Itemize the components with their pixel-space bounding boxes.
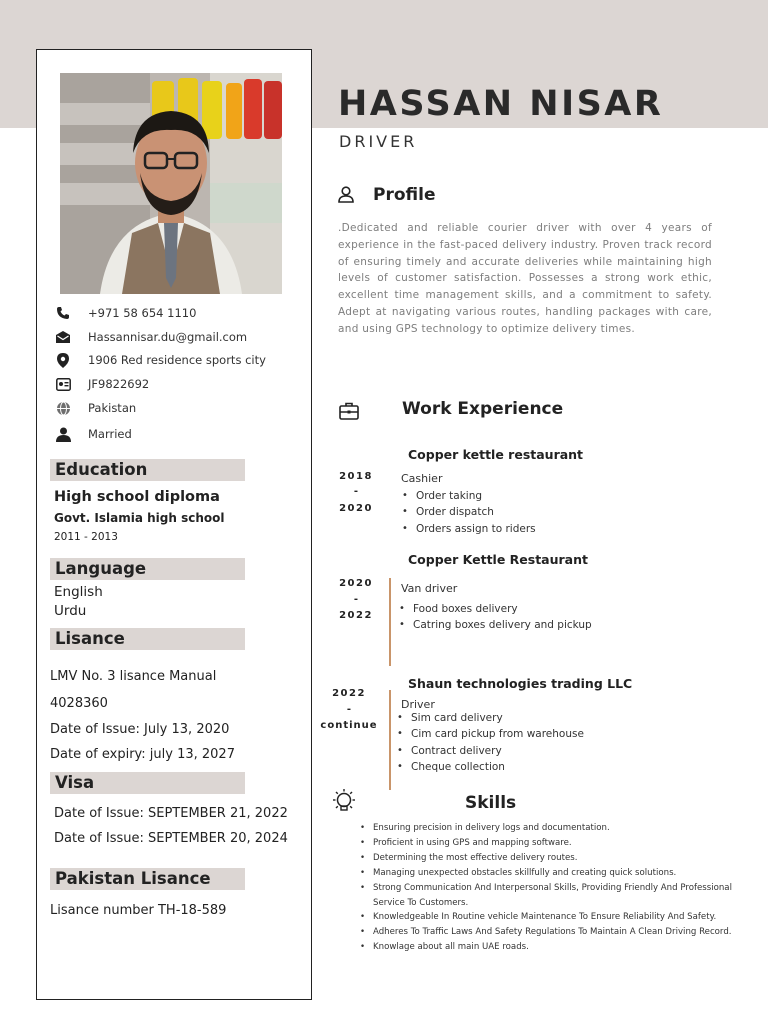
job-duty: • Orders assign to riders [402, 521, 536, 537]
job-duty: • Food boxes delivery [399, 601, 592, 617]
visa-issue-date: Date of Issue: SEPTEMBER 20, 2024 [54, 831, 288, 846]
timeline-line [389, 578, 391, 666]
timeline-line [389, 690, 391, 790]
id-text: JF9822692 [88, 377, 150, 391]
job-title: Cashier [401, 472, 443, 485]
person-icon [54, 425, 72, 443]
pakistan-license-heading: Pakistan Lisance [50, 868, 245, 890]
job-title: Driver [401, 698, 435, 711]
skills-heading: Skills [465, 793, 517, 813]
skill-item: • Knowlage about all main UAE roads. [360, 940, 752, 955]
contact-email [54, 327, 247, 347]
job-duty: • Cim card pickup from warehouse [397, 726, 584, 742]
job-year-separator: - [353, 594, 359, 605]
skill-item: • Strong Communication And Interpersonal Skills, Providing Friendly And Professional Service To Customers. [360, 881, 752, 911]
language-heading: Language [50, 558, 245, 580]
job-end-year: 2020 [339, 503, 373, 514]
language-item: Urdu [54, 603, 87, 619]
contact-country [54, 398, 136, 418]
job-duties [402, 488, 536, 537]
profile-photo [60, 73, 282, 294]
job-duty: • Sim card delivery [397, 710, 584, 726]
phone-icon [54, 304, 72, 322]
location-pin-icon [54, 351, 72, 369]
visa-heading: Visa [50, 772, 245, 794]
briefcase-icon [339, 402, 359, 420]
license-issue-date: Date of Issue: July 13, 2020 [50, 722, 230, 737]
id-card-icon [54, 375, 72, 393]
person-outline-icon [338, 186, 354, 203]
job-duty: • Contract delivery [397, 743, 584, 759]
skill-item: • Ensuring precision in delivery logs and documentation. [360, 821, 752, 836]
skill-item: • Knowledgeable In Routine vehicle Maintenance To Ensure Reliability And Safety. [360, 910, 752, 925]
job-duty: • Order taking [402, 488, 536, 504]
profile-heading: Profile [373, 185, 436, 205]
contact-id [54, 374, 149, 394]
job-end-year: 2022 [339, 610, 373, 621]
job-duties [397, 710, 584, 776]
education-heading: Education [50, 459, 245, 481]
country-text: Pakistan [88, 401, 137, 415]
job-company: Shaun technologies trading LLC [408, 676, 633, 691]
job-start-year: 2020 [339, 578, 373, 589]
skill-item: • Proficient in using GPS and mapping software. [360, 836, 752, 851]
work-experience-heading: Work Experience [402, 399, 564, 419]
contact-phone [54, 303, 196, 323]
candidate-name: HASSAN NISAR [338, 84, 664, 124]
globe-icon [54, 399, 72, 417]
profile-summary: .Dedicated and reliable courier driver with over 4 years of experience in the fast-paced delivery industry. Proven track record of ensuring timely and accurate deliveries while maintaining high levels of customer satisfaction. Possesses a strong work ethic, excellent time management skills, and a commitment to safety. Adept at navigating various routes, handling packages with care, and using GPS technology to optimize delivery times. [338, 222, 712, 335]
phone-text: +971 58 654 1110 [88, 306, 197, 320]
language-item: English [54, 584, 103, 600]
job-company: Copper kettle restaurant [408, 447, 584, 462]
contact-marital [54, 424, 132, 444]
pakistan-license-number: Lisance number TH-18-589 [50, 903, 227, 918]
education-degree: High school diploma [54, 489, 220, 505]
envelope-icon [54, 328, 72, 346]
education-school: Govt. Islamia high school [54, 511, 225, 525]
job-title: Van driver [401, 582, 458, 595]
address-text: 1906 Red residence sports city [88, 353, 266, 367]
contact-address [54, 350, 266, 370]
license-number: 4028360 [50, 696, 108, 711]
skills-list [360, 821, 752, 955]
license-heading: Lisance [50, 628, 245, 650]
license-expiry-date: Date of expiry: july 13, 2027 [50, 747, 235, 762]
job-duty: • Cheque collection [397, 759, 584, 775]
lightbulb-icon [331, 788, 357, 814]
job-company: Copper Kettle Restaurant [408, 552, 588, 567]
education-years: 2011 - 2013 [54, 531, 118, 543]
profile-photo-image [60, 73, 282, 294]
job-duties [399, 601, 592, 634]
job-year-separator: - [353, 486, 359, 497]
sidebar [36, 49, 312, 1000]
email-text: Hassannisar.du@gmail.com [88, 330, 248, 344]
job-start-year: 2018 [339, 471, 373, 482]
visa-issue-date: Date of Issue: SEPTEMBER 21, 2022 [54, 806, 288, 821]
job-year-separator: - [346, 704, 352, 715]
job-duty: • Catring boxes delivery and pickup [399, 617, 592, 633]
skill-item: • Determining the most effective delivery routes. [360, 851, 752, 866]
job-end-year: continue [320, 720, 378, 731]
skill-item: • Adheres To Traffic Laws And Safety Regulations To Maintain A Clean Driving Record. [360, 925, 752, 940]
skill-item: • Managing unexpected obstacles skillfully and creating quick solutions. [360, 866, 752, 881]
marital-text: Married [88, 427, 132, 441]
license-type: LMV No. 3 lisance Manual [50, 669, 217, 684]
job-start-year: 2022 [332, 688, 366, 699]
job-duty: • Order dispatch [402, 504, 536, 520]
candidate-role: DRIVER [339, 132, 418, 151]
